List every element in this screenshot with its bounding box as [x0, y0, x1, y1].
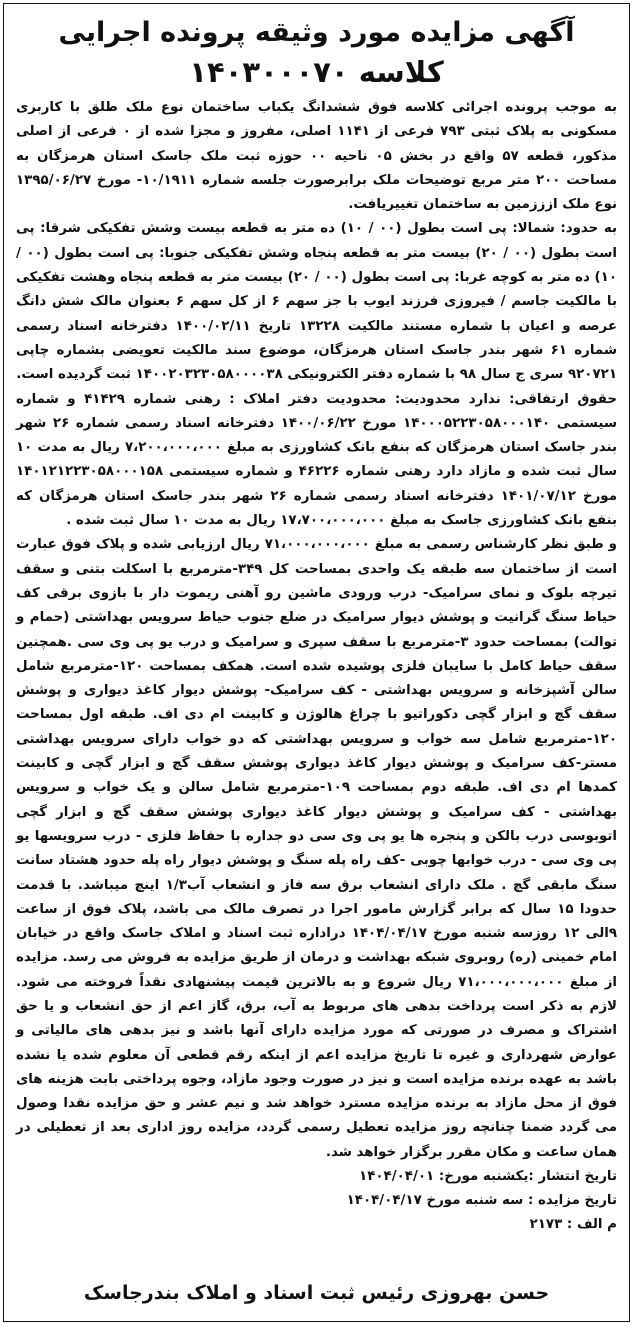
boundaries-ownership-paragraph: به حدود: شمالا: پی است بطول (۰۰ / ۱۰) ده متر به قطعه بیست وشش تفکیکی شرقا: پی است بطول (۰۰ / ۲۰) بیست متر به قطعه پنجاه وشش تفکیکی جنوبا: پی است بطول (۰۰ / ۱۰) ده متر به کوچه غربا: پی است بطول (۰۰ / ۲۰) بیست متر به قطعه پنجاه وهشت تفکیکی با مالکیت جاسم / فیروزی فرزند ایوب با جز سهم ۶ از کل سهم ۶ بعنوان مالک شش دانگ عرصه و اعیان با شماره مستند مالکیت ۱۳۲۲۸ تاریخ ۱۴۰۰/۰۲/۱۱ دفترخانه اسناد رسمی شماره ۶۱ شهر بندر جاسک استان هرمزگان، موضوع سند مالکیت تعویضی بشماره چاپی ۹۲۰۷۲۱ سری ج سال ۹۸ با شماره دفتر الکترونیکی ۱۴۰۰۲۰۳۲۳۰۵۸۰۰۰۰۳۸ ثبت گردیده است. — [16, 221, 618, 383]
notice-title: آگهی مزایده مورد وثیقه پرونده اجرایی — [58, 17, 575, 48]
property-description-paragraph: به موجب پرونده اجرائی کلاسه فوق ششدانگ یکباب ساختمان نوع ملک طلق با کاربری مسکونی به پلاک ثبتی ۷۹۳ فرعی از ۱۱۴۱ اصلی، مفروز و مجزا شده از ۰ فرعی از اصلی مذکور، قطعه ۵۷ واقع در بخش ۰۵ ناحیه ۰۰ حوزه ثبت ملک جاسک استان هرمزگان به مساحت ۲۰۰ متر مربع توضیحات ملک برابرصورت جلسه شماره ۱۰/۱۹۱۱- مورخ ۱۳۹۵/۰۶/۲۷ نوع ملک ازززمین به ساختمان تغییریافت. — [16, 100, 617, 213]
easement-restrictions-paragraph: حقوق ارتفاقی: ندارد محدودیت: محدودیت دفتر املاک : رهنی شماره ۴۱۴۲۹ و شماره سیستمی ۱۴۰۰۰۵۲۲۳۰۵۸۰۰۰۱۴۰ مورخ ۱۴۰۰/۰۶/۲۲ دفترخانه اسناد رسمی شماره ۲۶ شهر بندر جاسک استان هرمزگان که بنفع بانک کشاورزی به مبلغ ۷،۲۰۰،۰۰۰،۰۰۰ ریال به مدت ۱۰ سال ثبت شده و مازاد دارد رهنی شماره ۴۶۲۲۶ و شماره سیستمی ۱۴۰۱۲۱۲۲۳۰۵۸۰۰۰۱۵۸ مورخ ۱۴۰۱/۰۷/۱۲ دفترخانه اسناد رسمی شماره ۲۶ شهر بندر جاسک استان هرمزگان که بنفع بانک کشاورزی جاسک به مبلغ ۱۷،۷۰۰،۰۰۰،۰۰۰ ریال به مدت ۱۰ سال ثبت شده . — [16, 391, 617, 529]
auction-date: تاریخ مزایده : سه شنبه مورخ ۱۴۰۴/۰۴/۱۷ — [346, 1193, 617, 1209]
auction-notice — [3, 3, 630, 1322]
notice-body — [4, 96, 629, 1165]
publish-date: تاریخ انتشار :یکشنبه مورخ: ۱۴۰۴/۰۴/۰۱ — [359, 1169, 617, 1185]
notice-dates — [4, 1165, 629, 1237]
notice-file-number: کلاسه ۱۴۰۳۰۰۰۷۰ — [189, 55, 444, 89]
reference-number: م الف : ۲۱۷۳ — [529, 1217, 617, 1233]
signature-line: حسن بهروزی رئیس ثبت اسناد و املاک بندرجاسک — [83, 1282, 550, 1304]
appraisal-auction-terms-paragraph: و طبق نظر کارشناس رسمی به مبلغ ۷۱،۰۰۰،۰۰۰،۰۰۰ ریال ارزیابی شده و پلاک فوق عبارت است از ساختمان سه طبقه یک واحدی بمساحت کل ۳۴۹-مترمربع با اسکلت بتنی و سقف تیرچه بلوک و نمای سرامیک- درب ورودی ماشین رو آهنی ریموت دار با بازوی برقی کف حیاط سنگ گرانیت و پوشش دیوار سرامیک در ضلع جنوب حیاط سرویس بهداشتی (حمام و توالت) بمساحت حدود ۳-مترمربع با سقف سپری و سرامیک و درب یو پی وی سی .همچنین سقف حیاط کامل با سایبان فلزی پوشیده شده است. همکف بمساحت ۱۲۰-مترمربع شامل سالن آشپزخانه و سرویس بهداشتی - کف سرامیک- پوشش دیوار کاغذ دیواری و پوشش سقف گچ و ابزار گچی دکوراتیو با چراغ هالوژن و کابینت ام دی اف. طبقه اول بمساحت ۱۲۰-مترمربع شامل سه خواب و سرویس بهداشتی که دو خواب دارای سرویس بهداشتی مستر-کف سرامیک و پوشش دیوار کاغذ دیواری پوشش سقف گچ و ابزار گچی و کابینت کمدها ام دی اف. طبقه دوم بمساحت ۱۰۹-مترمربع شامل سالن و یک خواب و سرویس بهداشتی - کف سرامیک و پوشش دیوار کاغذ دیواری پوشش سقف گچ و ابزار گچی اتوبوسی درب بالکن و پنجره ها یو پی وی سی دو جداره با حفاظ فلزی - درب سرویسها یو پی وی سی - درب خوابها چوبی -کف راه پله سنگ و پوشش دیوار راه پله حدود هشتاد سانت سنگ مابقی گچ . ملک دارای انشعاب برق سه فاز و انشعاب آب۱/۳ اینچ میباشد. با قدمت حدودا ۱۵ سال که برابر گزارش مامور اجرا در تصرف مالک می باشد، پلاک فوق از ساعت ۹الی ۱۲ روزسه شنبه مورخ ۱۴۰۴/۰۴/۱۷ دراداره ثبت اسناد و املاک جاسک واقع در خیابان امام خمینی (ره) روبروی شبکه بهداشت و درمان از طریق مزایده به فروش می رسد. مزایده از مبلغ ۷۱،۰۰۰،۰۰۰،۰۰۰ ریال شروع و به بالاترین قیمت پیشنهادی نقداً فروخته می شود. لازم به ذکر است پرداخت بدهی های مربوط به آب، برق، گاز اعم از حق انشعاب و یا حق اشتراک و مصرف در صورتی که مورد مزایده دارای آنها باشد و نیز بدهی های مالیاتی و عوارض شهرداری و غیره تا تاریخ مزایده اعم از اینکه رقم قطعی آن معلوم شده یا نشده باشد به عهده برنده مزایده است و نیز در صورت وجود مازاد، وجوه پرداختی بابت هزینه های فوق از محل مازاد به برنده مزایده مسترد خواهد شد و نیم عشر و حق مزایده نقدا وصول می گردد ضمنا چنانچه روز مزایده تعطیل رسمی گردد، مزایده روز اداری بعد از تعطیلی در همان ساعت و مکان مقرر برگزار خواهد شد. — [15, 537, 618, 1160]
